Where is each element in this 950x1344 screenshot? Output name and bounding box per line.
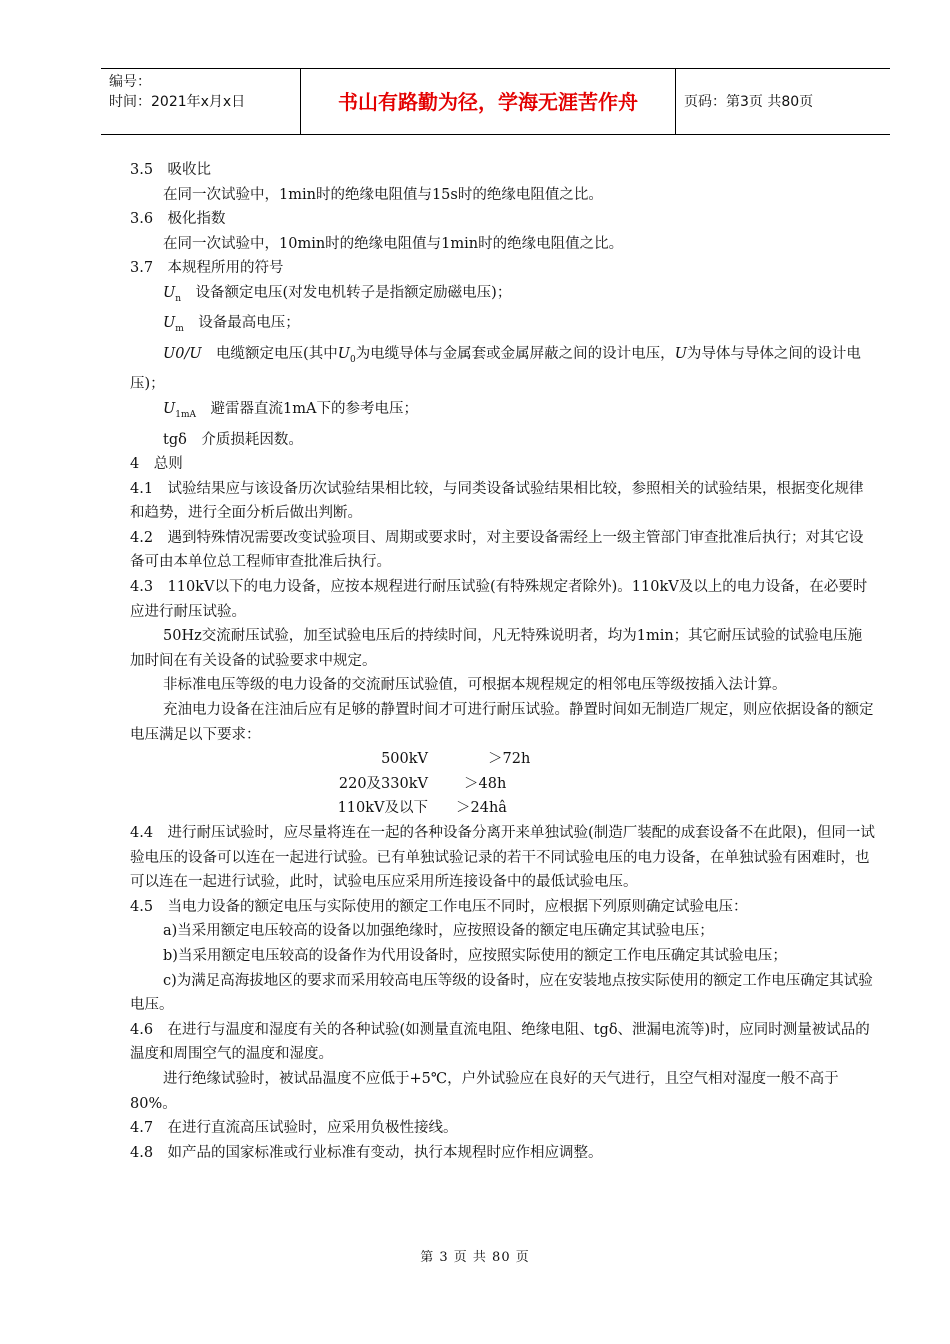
document-time-label: 时间：2021年x月x日: [109, 94, 246, 110]
standing-time-table: [130, 747, 875, 821]
section-4-2: 4.2 遇到特殊情况需要改变试验项目、周期或要求时，对主要设备需经上一级主管部门审查批准后执行；对其它设备可由本单位总工程师审查批准后执行。: [130, 529, 864, 571]
section-4-3-para-4: 充油电力设备在注油后应有足够的静置时间才可进行耐压试验。静置时间如无制造厂规定，则应依据设备的额定电压满足以下要求：: [130, 702, 874, 743]
section-3-6-title: 3.6 极化指数: [130, 211, 226, 228]
section-4-7: 4.7 在进行直流高压试验时，应采用负极性接线。: [130, 1120, 458, 1137]
symbol-un: $U_n$ 设备额定电压(对发电机转子是指额定励磁电压)；: [163, 284, 512, 304]
section-3-6-text: 在同一次试验中，10min时的绝缘电阻值与1min时的绝缘电阻值之比。: [163, 235, 624, 252]
header-page-number: 页码：第3页 共80页: [684, 94, 814, 110]
section-4-6-para-2: 进行绝缘试验时，被试品温度不应低于+5℃，户外试验应在良好的天气进行，且空气相对湿度一般不高于80%。: [130, 1070, 839, 1112]
section-4-5-item-a: a)当采用额定电压较高的设备以加强绝缘时，应按照设备的额定电压确定其试验电压；: [163, 923, 714, 940]
symbol-u1ma: $U_{1mA}$ 避雷器直流1mA下的参考电压；: [163, 401, 418, 420]
section-4-5-item-c: c)为满足高海拔地区的要求而采用较高电压等级的设备时，应在安装地点按实际使用的额定工作电压确定其试验电压。: [130, 972, 873, 1014]
symbol-u0: U0/U 电缆额定电压(其中$U_0$为电缆导体与金属套或金属屏蔽之间的设计电压，U为导体与导体之间的设计电压)；: [130, 345, 861, 393]
symbol-tg: tgδ 介质损耗因数。: [163, 431, 303, 448]
section-4-1: 4.1 试验结果应与该设备历次试验结果相比较，与同类设备试验结果相比较，参照相关的试验结果，根据变化规律和趋势，进行全面分析后做出判断。: [130, 480, 864, 522]
section-4-3-para-2: 50Hz交流耐压试验，加至试验电压后的持续时间，凡无特殊说明者，均为1min；其它耐压试验的试验电压施加时间在有关设备的试验要求中规定。: [130, 628, 863, 669]
page-header: [101, 68, 890, 135]
document-body: [130, 158, 875, 1165]
section-4-4: 4.4 进行耐压试验时，应尽量将连在一起的各种设备分离开来单独试验(制造厂装配的成套设备不在此限)，但同一试验电压的设备可以连在一起进行试验。已有单独试验记录的若干不同试验电压的电力设备，在单独试验有困难时，也可以连在一起进行试验，此时，试验电压应采用所连接设备中的最低试验电压。: [130, 825, 875, 891]
section-3-7-title: 3.7 本规程所用的符号: [130, 260, 284, 277]
standing-time-row: 110kV及以下 ＞24hâ: [337, 800, 507, 817]
section-3-5-title: 3.5 吸收比: [130, 162, 212, 178]
page-footer: 第 3 页 共 80 页: [420, 1250, 530, 1265]
symbol-um: $U_m$ 设备最高电压；: [163, 315, 300, 335]
section-4-3-para-3: 非标准电压等级的电力设备的交流耐压试验值，可根据本规程规定的相邻电压等级按插入法计算。: [163, 677, 787, 694]
section-4-5: 4.5 当电力设备的额定电压与实际使用的额定工作电压不同时，应根据下列原则确定试验电压：: [130, 898, 748, 915]
section-4-5-item-b: b)当采用额定电压较高的设备作为代用设备时，应按照实际使用的额定工作电压确定其试验电压；: [163, 947, 787, 964]
section-4-title: 4 总则: [130, 456, 183, 473]
header-meta: [101, 69, 301, 134]
section-3-5-text: 在同一次试验中，1min时的绝缘电阻值与15s时的绝缘电阻值之比。: [163, 186, 603, 203]
section-4-8: 4.8 如产品的国家标准或行业标准有变动，执行本规程时应作相应调整。: [130, 1144, 603, 1161]
document-number-label: 编号：: [109, 74, 151, 90]
section-4-3: 4.3 110kV以下的电力设备，应按本规程进行耐压试验(有特殊规定者除外)。110kV及以上的电力设备，在必要时应进行耐压试验。: [130, 579, 868, 620]
section-4-6: 4.6 在进行与温度和湿度有关的各种试验(如测量直流电阻、绝缘电阻、tgδ、泄漏电流等)时，应同时测量被试品的温度和周围空气的温度和湿度。: [130, 1021, 870, 1063]
standing-time-row: 220及330kV ＞48h: [338, 775, 507, 792]
standing-time-row: 500kV ＞72h: [381, 751, 531, 768]
header-motto: 书山有路勤为径，学海无涯苦作舟: [301, 69, 676, 134]
